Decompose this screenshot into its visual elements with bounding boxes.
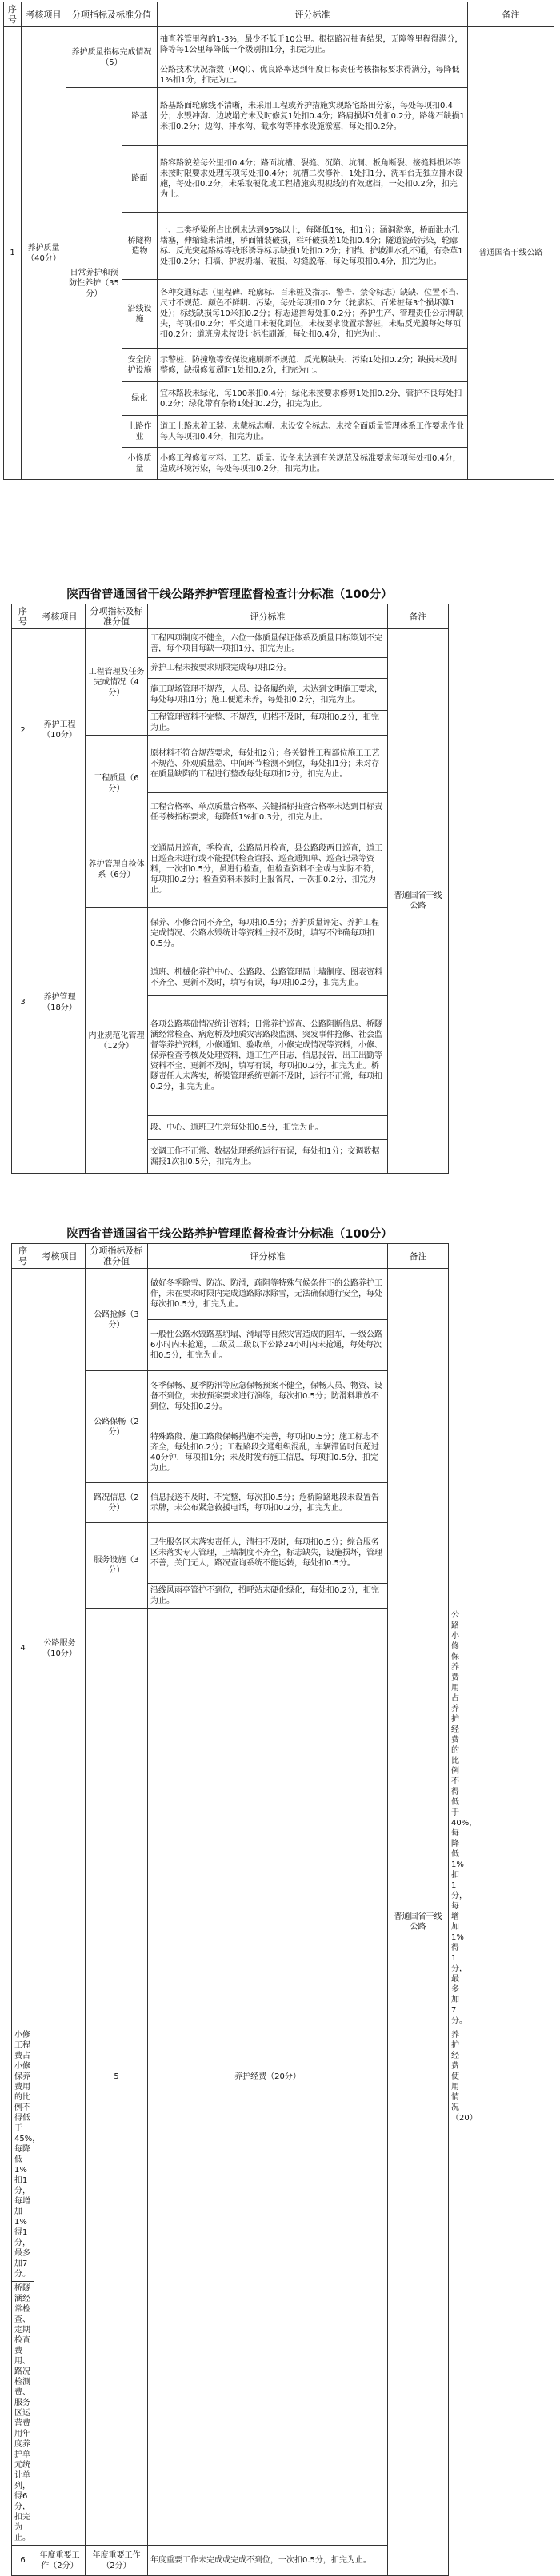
sub-cell: 公路抢修（3分） bbox=[86, 1269, 148, 1371]
sub-cell: 工程质量（6分） bbox=[86, 736, 148, 831]
std-cell: 冬季保畅、夏季防汛等应急保畅预案不健全，保畅人员、物资、设备不到位，未按预案要求进行演练，每次扣0.5分；防滑料堆放不到位，每处扣0.2分。 bbox=[148, 1371, 388, 1422]
std-cell: 段、中心、道班卫生差每处扣0.5分，扣完为止。 bbox=[148, 1116, 388, 1140]
scoring-table-1 bbox=[3, 2, 554, 480]
header-seq: 序号 bbox=[12, 604, 34, 629]
std-cell: 做好冬季除雪、防冻、防滑，疏阻等特殊气候条件下的公路养护工作，未在要求时限内完成道路除冰除雪，无法确保通行安全，每处每次扣0.5分，扣完为止。 bbox=[148, 1269, 388, 1320]
std-cell: 原材料不符合规范要求，每处扣2分；各关键性工程部位施工工艺不规范、外观质量差、中间环节检测不到位，每处扣1分；未对存在质量缺陷的工程进行整改每处每项扣2分，扣完为止。 bbox=[148, 736, 388, 793]
header-note: 备注 bbox=[388, 604, 449, 629]
category-cell: 安全防护设施 bbox=[122, 349, 158, 382]
table-row: 5 养护经费（20分） 养护经费使用情况（20） 公路小修保养费用占养护经费的比例不得低于40%，每降低1%扣1分，每增加1%得1分，最多加7分。 bbox=[12, 1609, 449, 2028]
header-std: 评分标准 bbox=[158, 2, 468, 27]
seq-cell: 1 bbox=[4, 27, 22, 480]
std-cell: 卫生服务区未落实责任人，清扫不及时，每项扣0.5分；综合服务区未落实专人管理，上墙制度不齐全，标志缺失，设施损坏，管理不善，关门无人，路况查询系统不能运转，每处扣0.5分。 bbox=[148, 1523, 388, 1584]
sub-cell: 公路保畅（2分） bbox=[86, 1371, 148, 1483]
std-cell: 交调工作不正常、数据处理系统运行有误，每处扣1分；交调数据漏报1次扣0.5分，扣完为止。 bbox=[148, 1140, 388, 1174]
sub-cell: 工程管理及任务完成情况（4分） bbox=[86, 629, 148, 736]
sheet-title: 陕西省普通国省干线公路养护管理监督检查计分标准（100分） bbox=[66, 588, 393, 601]
std-cell: 年度重要工作未完成或完成不到位，一次扣0.5分，扣完为止。 bbox=[148, 2546, 388, 2576]
std-cell: 工程合格率、单点质量合格率、关键指标抽查合格率未达到目标责任考核指标要求，每降低1%扣0.3分，扣完为止。 bbox=[148, 793, 388, 831]
item-cell: 养护管理（18分） bbox=[34, 831, 86, 1174]
header-note: 备注 bbox=[468, 2, 554, 27]
sheet-1 bbox=[3, 2, 554, 480]
seq-cell: 5 bbox=[86, 1609, 148, 2546]
category-cell: 绿化 bbox=[122, 382, 158, 416]
category-cell: 上路作业 bbox=[122, 416, 158, 448]
item-cell: 养护工程（10分） bbox=[34, 629, 86, 831]
sheet-3 bbox=[11, 1226, 478, 2576]
header-sub: 分项指标及标准分值 bbox=[66, 2, 158, 27]
std-cell: 示警桩、防撞墩等安保设施刷新不规范、反光膜缺失、污染1处扣0.2分；缺损未及时整修，缺损修复超时1处扣0.2分，扣完为止。 bbox=[158, 349, 468, 382]
sub-cell: 年度重要工作（2分） bbox=[86, 2546, 148, 2576]
header-item: 考核项目 bbox=[34, 1244, 86, 1269]
std-cell: 一般性公路水毁路基坍塌、滑塌等自然灾害造成的阻车，一级公路6小时内未抢通，二级及二级以下公路24小时内未抢通，每处每次扣0.5分，扣完为止。 bbox=[148, 1320, 388, 1371]
table-row bbox=[12, 831, 449, 908]
header-std: 评分标准 bbox=[148, 604, 388, 629]
header-seq: 序号 bbox=[4, 2, 22, 27]
std-cell: 桥隧涵经常检查、定期检查费用、路况检测费、服务区运营费用年度养护单元统计单列，得6分，扣完为止。 bbox=[12, 2282, 34, 2546]
item-cell: 养护质量（40分） bbox=[22, 27, 66, 480]
std-cell: 特殊路段、施工路段保畅措施不完善，每项扣0.5分；施工标志不齐全，每处扣0.2分；工程路段交通组织混乱，车辆滞留时间超过40分钟，每项扣1分；未及时发布施工信息，每项扣0.5分，扣完为止。 bbox=[148, 1422, 388, 1483]
item-cell: 年度重要工作（2分） bbox=[34, 2546, 86, 2576]
header-row bbox=[12, 1244, 449, 1269]
item-cell: 公路服务（10分） bbox=[34, 1269, 86, 2028]
std-cell: 小修工程修复材料、工艺、质量、设备未达到有关规范及标准要求每项每处扣0.4分，造成环境污染，每处每项扣0.2分，扣完为止。 bbox=[158, 448, 468, 480]
sub-cell: 内业规范化管理（12分） bbox=[86, 908, 148, 1174]
std-cell: 信息报送不及时，不完整，每次扣0.5分；危桥险路地段未设置告示牌，未公布紧急救援电话，每项扣0.2分，扣完为止。 bbox=[148, 1483, 388, 1523]
std-cell: 各项公路基础情况统计资料；日常养护巡查、公路阻断信息、桥隧涵经常检查、病危桥及地质灾害路段监测、突发事件抢修、社会监督等养护资料，小修通知、验收单，小修完成情况等资料，小修、保养检查考核及处理资料，道工生产日志，信息报告，出工出勤等资料不全、更新不及时，填写有误，每项扣0.2分，扣完为止。桥隧责任人未落实，桥梁管理系统更新不及时，运行不正常，每项扣0.2分，扣完为止。 bbox=[148, 996, 388, 1116]
std-cell: 宜林路段未绿化，每100米扣0.4分；绿化未按要求修剪1处扣0.2分，管护不良每处扣0.2分；绿化带有杂物1处扣0.2分，扣完为止。 bbox=[158, 382, 468, 416]
header-note: 备注 bbox=[388, 1244, 449, 1269]
std-cell: 沿线风雨亭管护不到位，招呼站未硬化绿化，每处扣0.2分，扣完为止。 bbox=[148, 1584, 388, 1609]
std-cell: 工程管理资料不完整、不规范，归档不及时，每项扣0.2分，扣完为止。 bbox=[148, 711, 388, 736]
std-cell: 交通局月巡查，季检查，公路局月检查，县公路段两日巡查，道工日巡查未进行或不能提供检查谊报、巡查通知单、巡查记录等资料，一次扣0.5分，虽进行检查，但检查资料不全或与实际不符，每项扣0.2分；检查资料未按时上报省局，一次扣0.2分，扣完为止。 bbox=[148, 831, 388, 908]
std-cell: 施工现场管理不规范，人员、设备履约差，未达到文明施工要求，每处每项扣1分；施工便道未养，每处扣0.2分，扣完为止。 bbox=[148, 679, 388, 711]
table-row bbox=[4, 27, 554, 62]
header-sub: 分项指标及标准分值 bbox=[86, 604, 148, 629]
std-cell: 各种交通标志（里程碑、轮廓标、百米桩及指示、警告、禁令标志）缺缺、位置不当、尺寸不规范、颜色不鲜明、污染，每处每项扣0.2分（轮廓标、百米桩每3个损坏算1处）；标线缺损每10米扣0.2分；标志遮挡每处扣0.2分；养护生产、管理责任公示牌缺失，每项扣0.2分；平交道口未硬化到位，未按要求设置示警桩，未贴反光膜每处每项扣0.2分；道班房未按设计标准刷新，每处扣0.4分，扣完为止。 bbox=[158, 280, 468, 349]
std-cell: 保养、小修合同不齐全，每项扣0.5分；养护质量评定、养护工程完成情况、公路水毁统计等资料上报不及时，填写不准确每项扣0.5分。 bbox=[148, 908, 388, 959]
sheet-2 bbox=[11, 586, 448, 1174]
header-sub: 分项指标及标准分值 bbox=[86, 1244, 148, 1269]
std-cell: 公路技术状况指数（MQI）、优良路率达到年度目标责任考核指标要求得满分，每降低1%扣1分，扣完为止。 bbox=[158, 62, 468, 88]
sub-cell: 路况信息（2分） bbox=[86, 1483, 148, 1523]
std-cell: 路基路面轮廓线不清晰，未采用工程或养护措施实现路宅路田分家，每处每项扣0.4分；水毁冲沟、边坡塌方未及时修复1处扣0.4分；路肩损坏1处扣0.2分，路缘石缺损1米扣0.2分；边沟、排水沟、截水沟等排水设施淤塞，每处扣0.2分。 bbox=[158, 88, 468, 146]
note-cell: 普通国省干线公路 bbox=[388, 629, 449, 1174]
scoring-table-2 bbox=[11, 604, 449, 1174]
table-row bbox=[12, 629, 449, 658]
std-cell: 一、二类桥梁所占比例未达到95%以上，每降低1%，扣1分；涵洞淤塞，桥面泄水孔堵塞，伸缩缝未清理，桥面铺装破损，栏杆破损差1处扣0.4分；隧道瓷砖污染，轮廓标、反光突起路标等线形诱导标示缺损1处扣0.2分；扣挡、护坡泄水孔不通，有杂草1处扣0.2分；扫墙、护坡坍塌、破损、勾缝脱落，每处每项扣0.4分，扣完为止。 bbox=[158, 213, 468, 280]
sub-cell: 养护管理自检体系（6分） bbox=[86, 831, 148, 908]
sub-cell: 养护质量指标完成情况（5） bbox=[66, 27, 158, 88]
table-row bbox=[12, 1269, 449, 1320]
header-std: 评分标准 bbox=[148, 1244, 388, 1269]
category-cell: 路基 bbox=[122, 88, 158, 146]
std-cell: 道班、机械化养护中心、公路段、公路管理局上墙制度、图表资料不齐全、更新不及时，填写有误，每项扣0.2分，扣完为止。 bbox=[148, 959, 388, 996]
header-row bbox=[12, 604, 449, 629]
std-cell: 小修工程费占小修保养费用的比例不得低于45%，每降低1%扣1分，每增加1%得1分，最多加7分。 bbox=[12, 2028, 34, 2282]
std-cell: 道工上路未着工装、未戴标志帽、未设安全标志、未按全面质量管理体系工作要求作业每人每项扣0.4分，扣完为止。 bbox=[158, 416, 468, 448]
note-cell: 普通国省干线公路 bbox=[388, 1269, 449, 2576]
std-cell: 工程四项制度不健全，六位一体质量保证体系及质量目标策划不完善，每个项目每缺一项扣1分，扣完为止。 bbox=[148, 629, 388, 658]
sub-cell: 服务设施（3分） bbox=[86, 1523, 148, 1609]
table-row bbox=[12, 2546, 449, 2576]
header-seq: 序号 bbox=[12, 1244, 34, 1269]
seq-cell: 4 bbox=[12, 1269, 34, 2028]
category-cell: 桥隧构造物 bbox=[122, 213, 158, 280]
std-cell: 路容路貌差每公里扣0.4分；路面坑槽、裂缝、沉陷、坑洞、板角断裂、接缝料损坏等未按时限要求处理每项每处扣0.4分；坑槽二次修补，1处扣1分，洗车台无独立排水设施，每处扣0.2分，未采取硬化或工程措施实现视线的有效遮挡，一处扣0.2分，扣完为止。 bbox=[158, 146, 468, 213]
note-cell: 普通国省干线公路 bbox=[468, 27, 554, 480]
category-cell: 小修质量 bbox=[122, 448, 158, 480]
header-item: 考核项目 bbox=[22, 2, 66, 27]
seq-cell: 3 bbox=[12, 831, 34, 1174]
seq-cell: 2 bbox=[12, 629, 34, 831]
std-cell: 抽查养管里程的1-3%，最少不低于10公里。根据路况抽查结果，无障等里程得满分，降等每1公里每降低一个级别扣1分，扣完为止。 bbox=[158, 27, 468, 62]
std-cell: 养护工程未按要求期限完成每项扣2分。 bbox=[148, 658, 388, 679]
item-cell: 养护经费（20分） bbox=[148, 1609, 388, 2546]
category-cell: 路面 bbox=[122, 146, 158, 213]
sheet-title: 陕西省普通国省干线公路养护管理监督检查计分标准（100分） bbox=[66, 1228, 393, 1241]
header-row bbox=[4, 2, 554, 27]
seq-cell: 6 bbox=[12, 2546, 34, 2576]
category-cell: 沿线设施 bbox=[122, 280, 158, 349]
sub-cell: 日常养护和预防性养护（35分） bbox=[66, 88, 122, 480]
scoring-table-3 bbox=[11, 1243, 478, 2576]
header-item: 考核项目 bbox=[34, 604, 86, 629]
